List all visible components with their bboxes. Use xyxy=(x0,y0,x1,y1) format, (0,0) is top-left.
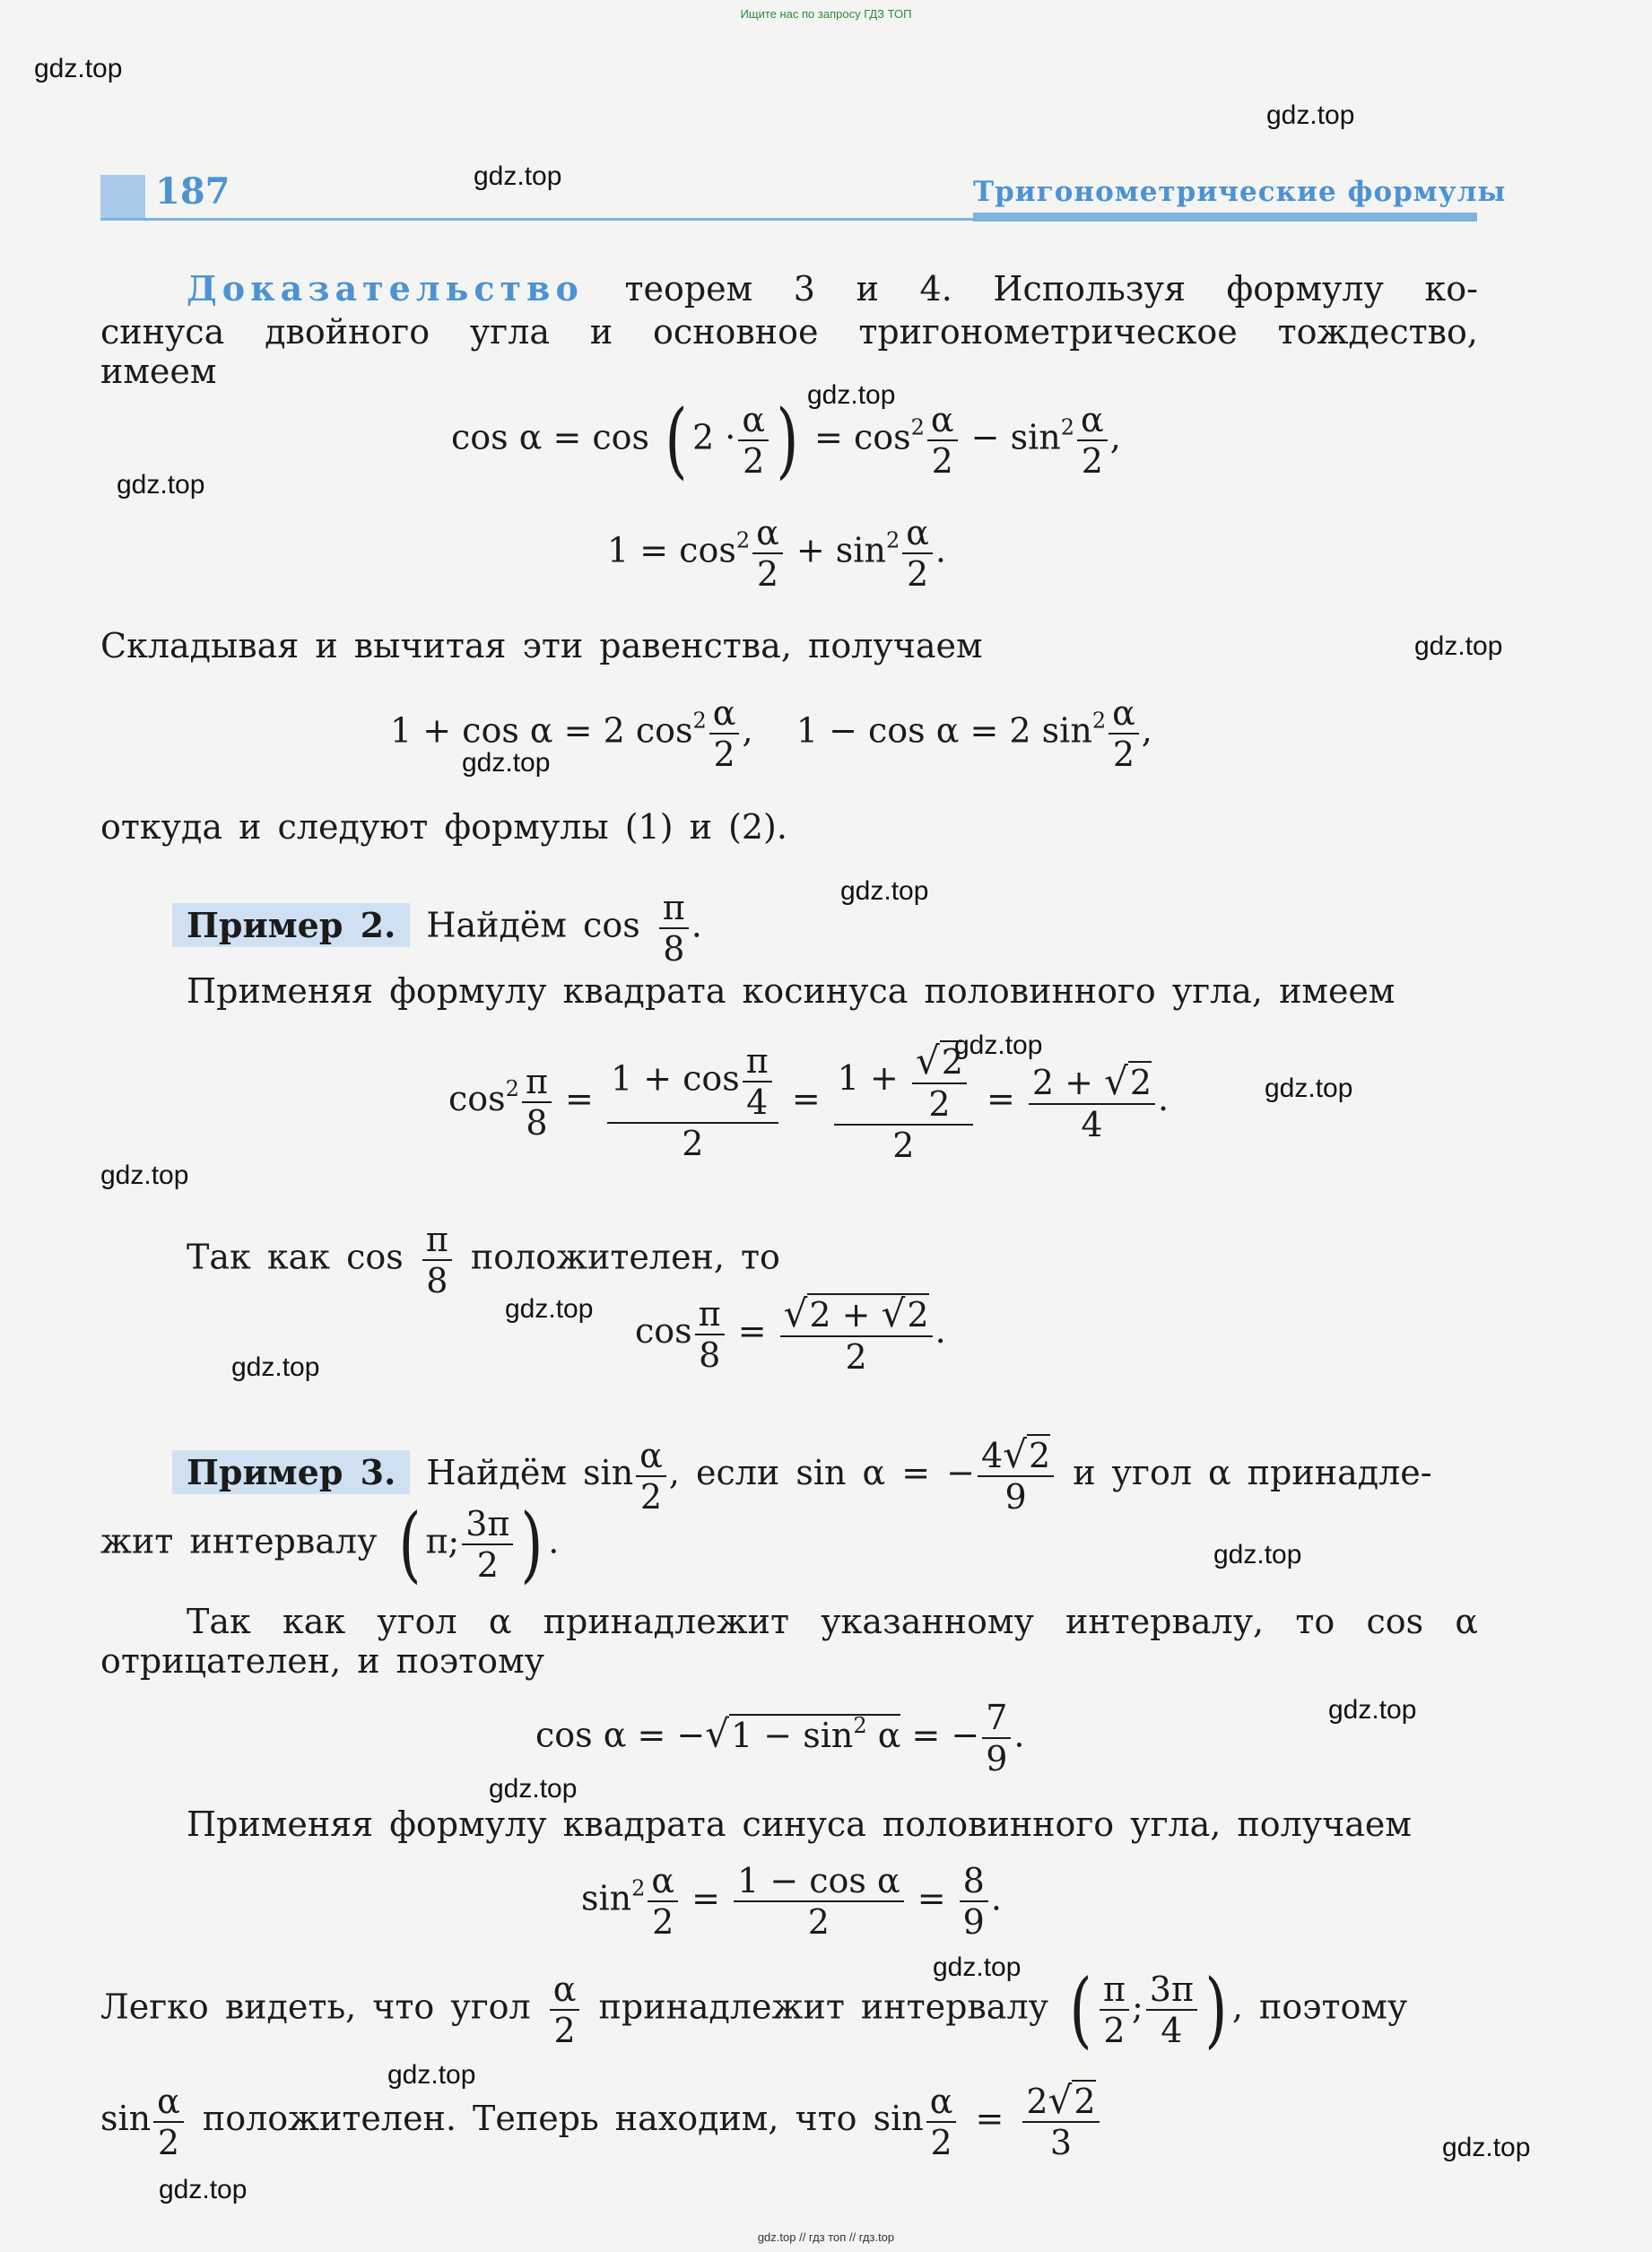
formula-sum-diff: 1 + cos α = 2 $\cos^2$ $\frac{\alpha}{2}$ , 1 − cos α = 2 $\sin^2$ $\frac{\alpha}{2}$ , xyxy=(390,693,1152,774)
formula-cos2-pi8: $\cos^2$ $\frac{\pi}{8}$ = 1 + cos $\frac{\pi}{4}$ 2 = 1 + $\frac{√2}{2}$ 2 = $\frac{2 + √2}{4}$ . xyxy=(448,1039,1169,1165)
formula-sin2-half: $\sin^2$ $\frac{\alpha}{2}$ = $\frac{\text{1 − cos α}}{2}$ = $\frac{8}{9}$ . xyxy=(581,1861,1002,1942)
example-3-task-1: Найдём sin xyxy=(426,1453,634,1492)
proof-line-1 xyxy=(187,269,1478,309)
watermark: gdz.top xyxy=(1442,2133,1531,2162)
example-3-line-2: жит интервалу ( π; $\frac{3\pi}{2}$ ) . xyxy=(100,1496,560,1592)
fraction-alpha-2: $\frac{\alpha}{2}$ xyxy=(636,1436,666,1517)
example-2-task: Найдём cos xyxy=(426,905,640,945)
watermark: gdz.top xyxy=(954,1030,1043,1060)
formula-pythagorean: $1 = \cos^2$ $\frac{\alpha}{2}$ + $\sin^2$ $\frac{\alpha}{2}$ . xyxy=(607,513,946,594)
search-hint: Ищите нас по запросу ГДЗ ТОП xyxy=(740,7,912,21)
fraction-pi-8: $\frac{\pi}{8}$ xyxy=(422,1220,452,1300)
example-2-heading: Пример 2. Найдём cos $\frac{\pi}{8}$ . xyxy=(172,888,702,969)
positive-text: Так как cos xyxy=(187,1237,404,1277)
page-number: 187 xyxy=(155,170,230,213)
example-3-task-3: и угол α принадле- xyxy=(1073,1453,1432,1492)
fraction-alpha-2: $\frac{\alpha}{2}$ xyxy=(926,2082,957,2162)
watermark: gdz.top xyxy=(474,161,562,191)
positive-text-rest: положителен, то xyxy=(470,1237,780,1277)
easy-text-2: принадлежит интервалу xyxy=(598,1987,1048,2027)
formula-double-angle: cos α = cos ( 2 · $\frac{\alpha}{2}$ ) = $\cos^2$ $\frac{\alpha}{2}$ − $\sin^2$ $\frac{\alpha}{2}$ , xyxy=(451,392,1121,488)
easy-text-3: , поэтому xyxy=(1231,1987,1408,2027)
example-3-easy: Легко видеть, что угол $\frac{\alpha}{2}$ принадлежит интервалу ( $\frac{\pi}{2}$ ; $\frac{3\pi}{4}$ ) , поэтому xyxy=(100,1961,1408,2057)
watermark: gdz.top xyxy=(489,1774,578,1804)
sum-text: Складывая и вычитая эти равенства, получаем xyxy=(100,626,983,665)
fraction-alpha-2: $\frac{\alpha}{2}$ xyxy=(550,1969,580,2050)
fraction-pi-8: $\frac{\pi}{8}$ xyxy=(659,888,689,969)
watermark: gdz.top xyxy=(1414,631,1503,661)
watermark: gdz.top xyxy=(1328,1695,1417,1725)
example-3-because-1: Так как угол α принадлежит указанному интервалу, то cos α xyxy=(187,1602,1478,1641)
header-rule-accent xyxy=(973,213,1477,222)
formula-cos-pi8: cos $\frac{\pi}{8}$ = $\frac{√2 + √2}{2}$ . xyxy=(635,1291,946,1377)
watermark: gdz.top xyxy=(1266,100,1355,130)
example-2-intro: Применяя формулу квадрата косинуса половинного угла, имеем xyxy=(187,971,1396,1011)
footer-note: gdz.top // гдз топ // гдз.top xyxy=(757,2230,895,2244)
easy-text-1: Легко видеть, что угол xyxy=(100,1987,531,2027)
example-3-final: sin $\frac{\alpha}{2}$ положителен. Теперь находим, что sin $\frac{\alpha}{2}$ = $\frac{2√2}{3}$ xyxy=(100,2081,1102,2162)
watermark: gdz.top xyxy=(933,1952,1022,1982)
example-3-apply: Применяя формулу квадрата синуса половинного угла, получаем xyxy=(187,1804,1412,1844)
fraction-alpha-2: $\frac{\alpha}{2}$ xyxy=(153,2082,184,2162)
watermark: gdz.top xyxy=(1213,1540,1302,1569)
interval-text: жит интервалу xyxy=(100,1521,378,1561)
watermark: gdz.top xyxy=(34,54,123,83)
watermark: gdz.top xyxy=(807,380,896,410)
example-2-positive xyxy=(187,1220,780,1300)
watermark: gdz.top xyxy=(159,2175,248,2204)
fraction-3pi-4: $\frac{3\pi}{4}$ xyxy=(1146,1969,1197,2050)
example-3-label: Пример 3. xyxy=(172,1450,410,1494)
watermark: gdz.top xyxy=(231,1352,320,1382)
header-marker xyxy=(100,175,145,220)
proof-text: теорем 3 и 4. Используя формулу ко- xyxy=(624,269,1478,309)
watermark: gdz.top xyxy=(1265,1074,1353,1103)
proof-line-3: имеем xyxy=(100,352,217,391)
watermark: gdz.top xyxy=(505,1294,594,1324)
proof-line-2: синуса двойного угла и основное тригонометрическое тождество, xyxy=(100,312,1478,352)
chapter-title: Тригонометрические формулы xyxy=(973,176,1507,208)
fraction-pi-2: $\frac{\pi}{2}$ xyxy=(1100,1969,1129,2050)
watermark: gdz.top xyxy=(100,1161,189,1190)
example-3-because-2: отрицателен, и поэтому xyxy=(100,1641,544,1681)
example-3-task-2: , если sin α = − xyxy=(668,1453,976,1492)
watermark: gdz.top xyxy=(462,748,551,778)
watermark: gdz.top xyxy=(840,876,929,906)
watermark: gdz.top xyxy=(387,2060,476,2090)
conclude-text: откуда и следуют формулы (1) и (2). xyxy=(100,807,787,847)
formula-cos-alpha: $\cos \alpha = -√1 - \sin^2 \alpha$ = − $\frac{7}{9}$ . xyxy=(535,1698,1025,1778)
watermark: gdz.top xyxy=(117,470,205,500)
fraction-3pi-2: $\frac{3\pi}{2}$ xyxy=(462,1504,513,1585)
fraction-4sqrt2-9: $\frac{4√2}{9}$ xyxy=(978,1435,1054,1517)
fraction-2sqrt2-3: $\frac{2√2}{3}$ xyxy=(1022,2081,1099,2162)
proof-label: Доказательство xyxy=(187,268,584,309)
example-2-label: Пример 2. xyxy=(172,903,410,947)
final-text: положителен. Теперь находим, что sin xyxy=(202,2099,924,2138)
